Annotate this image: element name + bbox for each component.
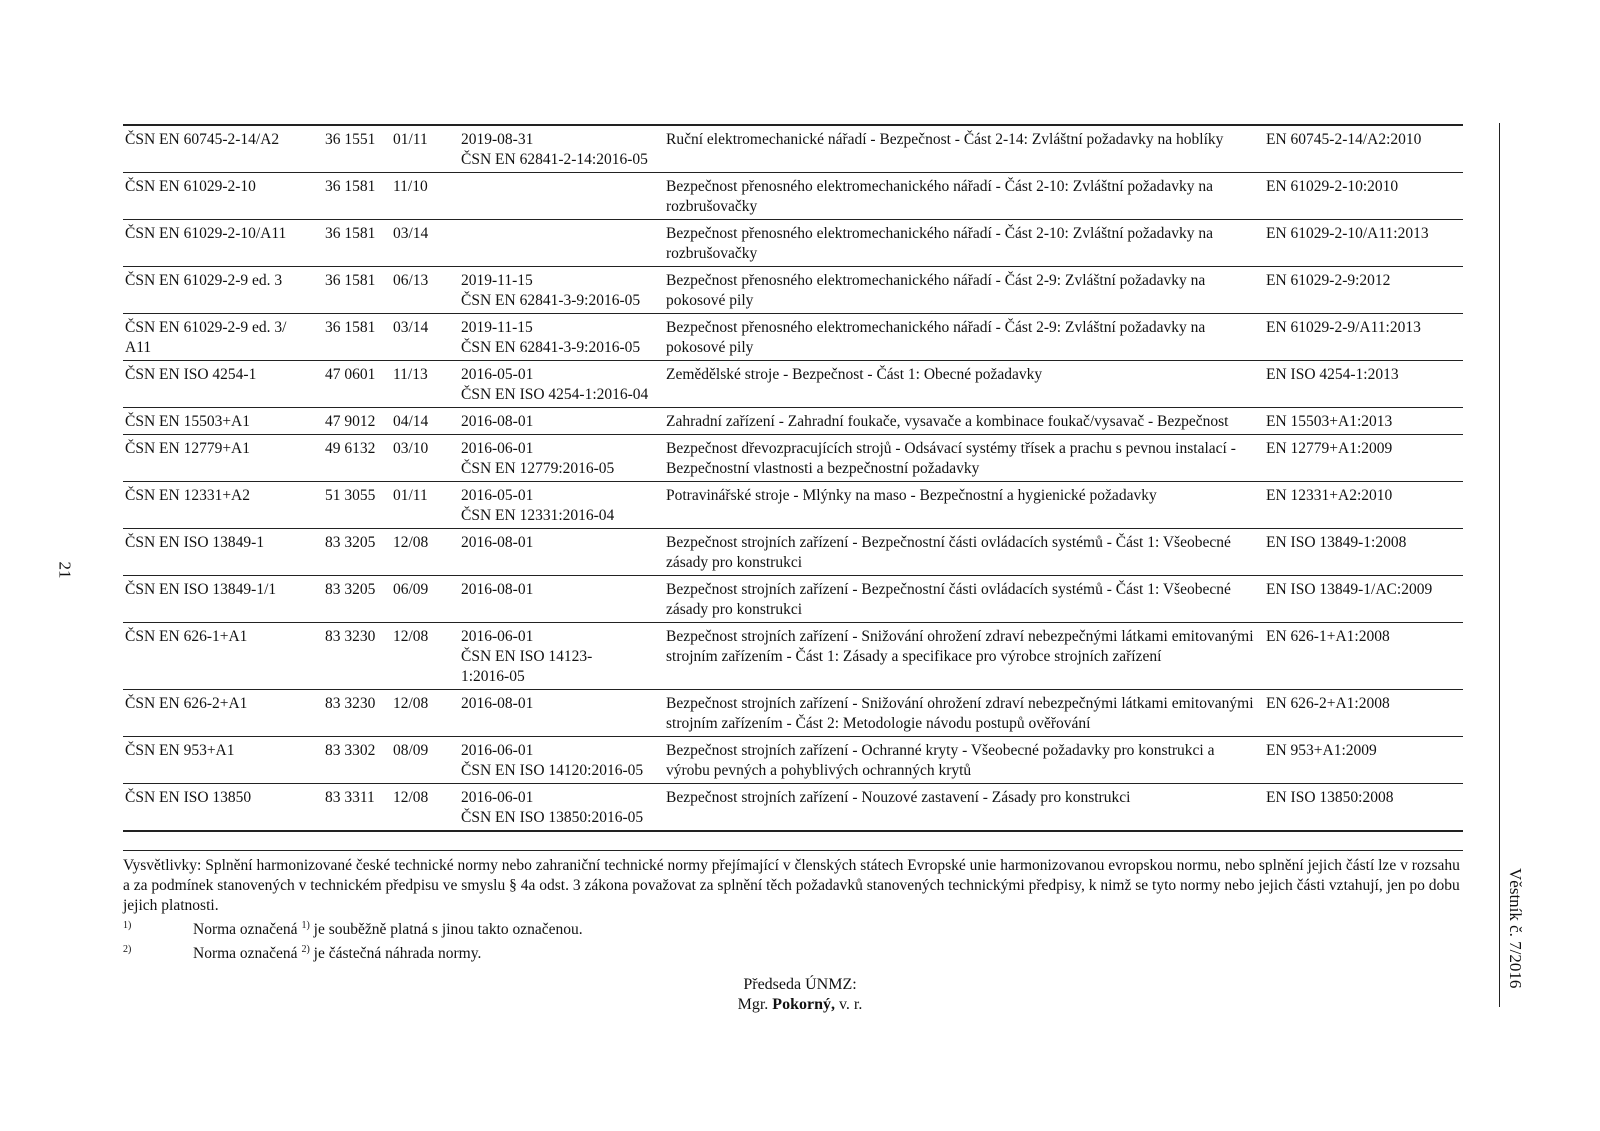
end-of-validity: 2016-08-01 (459, 529, 664, 576)
classification-code: 36 1551 (323, 125, 391, 173)
table-row (123, 690, 1463, 737)
table-row (123, 220, 1463, 267)
table-row (123, 408, 1463, 435)
norm-designation: ČSN EN 61029-2-9 ed. 3 (123, 267, 323, 314)
classification-code: 36 1581 (323, 314, 391, 361)
signature-role: Předseda ÚNMZ: (743, 976, 857, 993)
european-norm: EN ISO 13849-1:2008 (1264, 529, 1463, 576)
table-row (123, 435, 1463, 482)
table-row (123, 361, 1463, 408)
norm-title: Bezpečnost strojních zařízení - Ochranné kryty - Všeobecné požadavky pro konstrukci a výrobu pevných a pohyblivých ochranných krytů (664, 737, 1264, 784)
end-of-validity: 2016-06-01 ČSN EN ISO 14120:2016-05 (459, 737, 664, 784)
norm-title: Potravinářské stroje - Mlýnky na maso - Bezpečnostní a hygienické požadavky (664, 482, 1264, 529)
classification-code: 83 3230 (323, 690, 391, 737)
norm-title: Bezpečnost přenosného elektromechanického nářadí - Část 2-10: Zvláštní požadavky na rozbrušovačky (664, 173, 1264, 220)
table-row (123, 623, 1463, 690)
footnote-text: Norma označená $^{2)}$ je částečná náhrada normy. (193, 944, 482, 963)
footnote-2 (123, 940, 1468, 964)
issue-date: 12/08 (391, 690, 459, 737)
end-of-validity (459, 173, 664, 220)
norm-designation: ČSN EN 12331+A2 (123, 482, 323, 529)
norm-title: Zemědělské stroje - Bezpečnost - Část 1: Obecné požadavky (664, 361, 1264, 408)
norm-designation: ČSN EN 15503+A1 (123, 408, 323, 435)
classification-code: 47 9012 (323, 408, 391, 435)
table-row (123, 173, 1463, 220)
norm-title: Bezpečnost dřevozpracujících strojů - Odsávací systémy třísek a prachu s pevnou instalací - Bezpečnostní vlastnosti a bezpečnostní požadavky (664, 435, 1264, 482)
european-norm: EN 61029-2-10/A11:2013 (1264, 220, 1463, 267)
issue-date: 03/10 (391, 435, 459, 482)
bulletin-label: Věstník č. 7/2016 (1506, 868, 1525, 989)
european-norm: EN ISO 13850:2008 (1264, 784, 1463, 832)
european-norm: EN 60745-2-14/A2:2010 (1264, 125, 1463, 173)
end-of-validity: 2016-06-01 ČSN EN ISO 14123- 1:2016-05 (459, 623, 664, 690)
issue-date: 11/10 (391, 173, 459, 220)
issue-date: 12/08 (391, 529, 459, 576)
classification-code: 49 6132 (323, 435, 391, 482)
notes-explanation: Vysvětlivky: Splnění harmonizované české technické normy nebo zahraniční technické normy přejímající v členských státech Evropské unie harmonizovanou evropskou normu, nebo splnění jejich částí lze v rozsahu a za podmínek stanovených v technickém předpisu ve smyslu § 4a odst. 3 zákona považovat za splnění těch požadavků stanovených technickými předpisy, k nimž se tyto normy nebo jejich části vztahují, jen po dobu jejich platnosti. (123, 857, 1460, 914)
table-row (123, 737, 1463, 784)
european-norm: EN 626-2+A1:2008 (1264, 690, 1463, 737)
classification-code: 83 3205 (323, 529, 391, 576)
page-number: 21 (55, 561, 75, 579)
european-norm: EN ISO 4254-1:2013 (1264, 361, 1463, 408)
norm-designation: ČSN EN 953+A1 (123, 737, 323, 784)
end-of-validity: 2016-05-01 ČSN EN 12331:2016-04 (459, 482, 664, 529)
end-of-validity: 2016-06-01 ČSN EN ISO 13850:2016-05 (459, 784, 664, 832)
table-row (123, 482, 1463, 529)
european-norm: EN 953+A1:2009 (1264, 737, 1463, 784)
end-of-validity: 2019-08-31 ČSN EN 62841-2-14:2016-05 (459, 125, 664, 173)
norm-title: Bezpečnost strojních zařízení - Bezpečnostní části ovládacích systémů - Část 1: Všeobecné zásady pro konstrukci (664, 529, 1264, 576)
norm-designation: ČSN EN 61029-2-9 ed. 3/ A11 (123, 314, 323, 361)
issue-date: 06/09 (391, 576, 459, 623)
end-of-validity: 2016-06-01 ČSN EN 12779:2016-05 (459, 435, 664, 482)
classification-code: 47 0601 (323, 361, 391, 408)
classification-code: 83 3302 (323, 737, 391, 784)
issue-date: 03/14 (391, 314, 459, 361)
issue-date: 12/08 (391, 623, 459, 690)
norm-title: Bezpečnost přenosného elektromechanického nářadí - Část 2-9: Zvláštní požadavky na pokosové pily (664, 314, 1264, 361)
footnote-mark: 2) (123, 944, 132, 956)
european-norm: EN 15503+A1:2013 (1264, 408, 1463, 435)
norm-designation: ČSN EN ISO 13849-1/1 (123, 576, 323, 623)
issue-date: 01/11 (391, 482, 459, 529)
table-row (123, 576, 1463, 623)
classification-code: 83 3311 (323, 784, 391, 832)
norm-designation: ČSN EN ISO 13849-1 (123, 529, 323, 576)
table-row (123, 529, 1463, 576)
footnote-text: Norma označená $^{1)}$ je souběžně platná s jinou takto označenou. (193, 920, 583, 939)
end-of-validity: 2016-08-01 (459, 576, 664, 623)
issue-date: 03/14 (391, 220, 459, 267)
table-row (123, 784, 1463, 832)
norms-table (123, 124, 1463, 832)
issue-date: 11/13 (391, 361, 459, 408)
norm-title: Zahradní zařízení - Zahradní foukače, vysavače a kombinace foukač/vysavač - Bezpečnost (664, 408, 1264, 435)
end-of-validity: 2016-08-01 (459, 690, 664, 737)
norm-designation: ČSN EN ISO 4254-1 (123, 361, 323, 408)
classification-code: 36 1581 (323, 173, 391, 220)
issue-date: 12/08 (391, 784, 459, 832)
norms-table-body (123, 125, 1463, 831)
end-of-validity: 2016-05-01 ČSN EN ISO 4254-1:2016-04 (459, 361, 664, 408)
european-norm: EN ISO 13849-1/AC:2009 (1264, 576, 1463, 623)
european-norm: EN 61029-2-10:2010 (1264, 173, 1463, 220)
norm-designation: ČSN EN 626-1+A1 (123, 623, 323, 690)
european-norm: EN 61029-2-9:2012 (1264, 267, 1463, 314)
norm-designation: ČSN EN 61029-2-10/A11 (123, 220, 323, 267)
signature-name: Mgr. Pokorný, v. r. (737, 996, 863, 1013)
norm-designation: ČSN EN 626-2+A1 (123, 690, 323, 737)
norm-designation: ČSN EN 12779+A1 (123, 435, 323, 482)
norm-title: Ruční elektromechanické nářadí - Bezpečnost - Část 2-14: Zvláštní požadavky na hoblíky (664, 125, 1264, 173)
table-row (123, 125, 1463, 173)
norm-title: Bezpečnost strojních zařízení - Snižování ohrožení zdraví nebezpečnými látkami emitovanými strojním zařízením - Část 2: Metodologie návodu postupů ověřování (664, 690, 1264, 737)
classification-code: 36 1581 (323, 220, 391, 267)
norm-title: Bezpečnost strojních zařízení - Bezpečnostní části ovládacích systémů - Část 1: Všeobecné zásady pro konstrukci (664, 576, 1264, 623)
side-rule (1499, 123, 1500, 1007)
table-row (123, 267, 1463, 314)
issue-date: 06/13 (391, 267, 459, 314)
norm-designation: ČSN EN 61029-2-10 (123, 173, 323, 220)
footnote-mark: 1) (123, 920, 132, 931)
issue-date: 08/09 (391, 737, 459, 784)
norm-title: Bezpečnost přenosného elektromechanického nářadí - Část 2-10: Zvláštní požadavky na rozbrušovačky (664, 220, 1264, 267)
european-norm: EN 12779+A1:2009 (1264, 435, 1463, 482)
footnote-1 (123, 916, 1468, 940)
european-norm: EN 61029-2-9/A11:2013 (1264, 314, 1463, 361)
european-norm: EN 12331+A2:2010 (1264, 482, 1463, 529)
norm-designation: ČSN EN 60745-2-14/A2 (123, 125, 323, 173)
norm-designation: ČSN EN ISO 13850 (123, 784, 323, 832)
end-of-validity (459, 220, 664, 267)
issue-date: 01/11 (391, 125, 459, 173)
classification-code: 83 3230 (323, 623, 391, 690)
notes-section (123, 856, 1468, 964)
end-of-validity: 2019-11-15 ČSN EN 62841-3-9:2016-05 (459, 314, 664, 361)
classification-code: 36 1581 (323, 267, 391, 314)
signature-block (690, 975, 910, 1015)
classification-code: 51 3055 (323, 482, 391, 529)
norm-title: Bezpečnost přenosného elektromechanického nářadí - Část 2-9: Zvláštní požadavky na pokosové pily (664, 267, 1264, 314)
notes-rule (123, 850, 1463, 851)
issue-date: 04/14 (391, 408, 459, 435)
norm-title: Bezpečnost strojních zařízení - Snižování ohrožení zdraví nebezpečnými látkami emitovanými strojním zařízením - Část 1: Zásady a specifikace pro výrobce strojních zařízení (664, 623, 1264, 690)
end-of-validity: 2016-08-01 (459, 408, 664, 435)
table-row (123, 314, 1463, 361)
european-norm: EN 626-1+A1:2008 (1264, 623, 1463, 690)
end-of-validity: 2019-11-15 ČSN EN 62841-3-9:2016-05 (459, 267, 664, 314)
norm-title: Bezpečnost strojních zařízení - Nouzové zastavení - Zásady pro konstrukci (664, 784, 1264, 832)
classification-code: 83 3205 (323, 576, 391, 623)
